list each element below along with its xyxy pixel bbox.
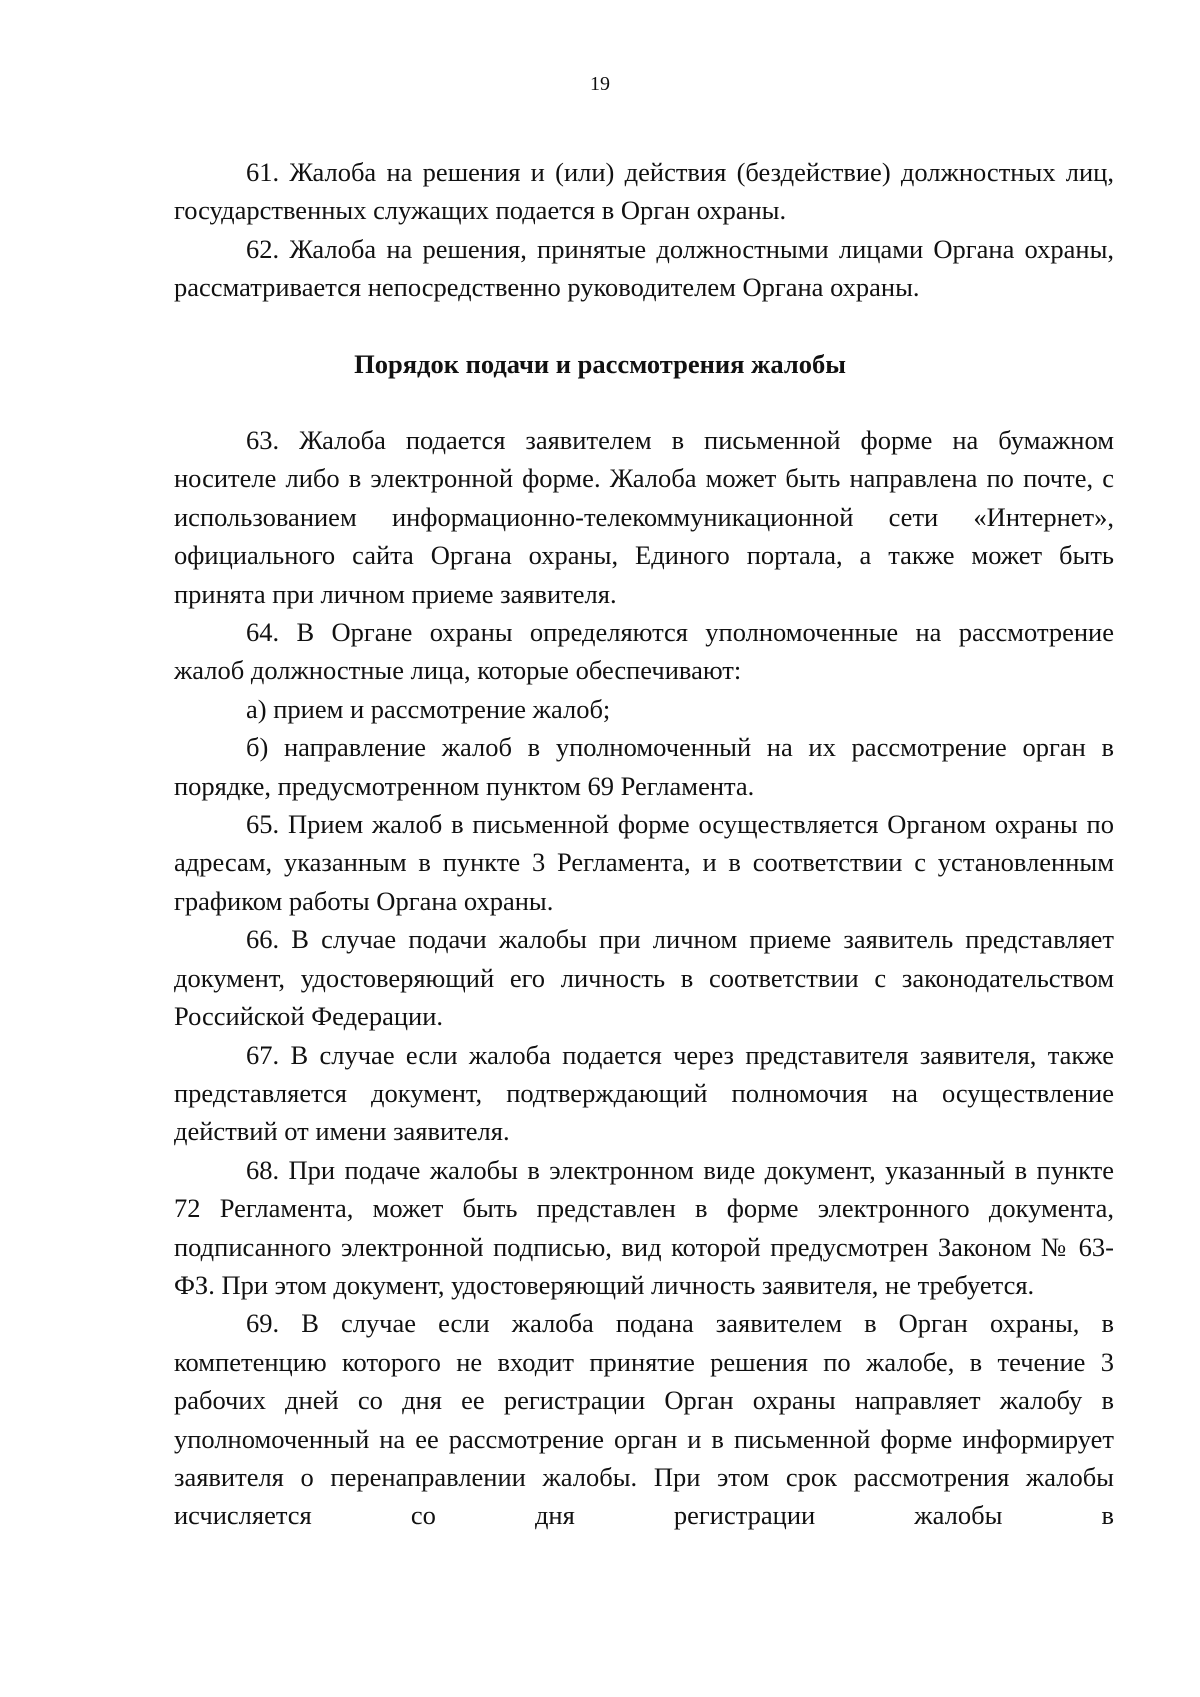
page-number: 19 bbox=[590, 73, 610, 95]
paragraph-63: 63. Жалоба подается заявителем в письменной форме на бумажном носителе либо в электронной форме. Жалоба может быть направлена по почте, с использованием информационно-телекоммуникационной сети «Интернет», официального сайта Органа охраны, Единого портала, а также может быть принята при личном приеме заявителя. bbox=[174, 425, 1114, 609]
paragraph-61: 61. Жалоба на решения и (или) действия (бездействие) должностных лиц, государственных служащих подается в Орган охраны. bbox=[174, 157, 1114, 226]
paragraphs-before-heading bbox=[174, 153, 1114, 307]
paragraph-64: 64. В Органе охраны определяются уполномоченные на рассмотрение жалоб должностные лица, которые обеспечивают: bbox=[174, 617, 1114, 686]
paragraph-69: 69. В случае если жалоба подана заявителем в Орган охраны, в компетенцию которого не входит принятие решения по жалобе, в течение 3 рабочих дней со дня ее регистрации Орган охраны направляет жалобу в уполномоченный на ее рассмотрение орган и в письменной форме информирует заявителя о перенаправлении жалобы. При этом срок рассмотрения жалобы исчисляется со дня регистрации жалобы в bbox=[174, 1308, 1114, 1531]
paragraph-67: 67. В случае если жалоба подается через представителя заявителя, также представляется документ, подтверждающий полномочия на осуществление действий от имени заявителя. bbox=[174, 1039, 1114, 1147]
paragraph-68: 68. При подаче жалобы в электронном виде документ, указанный в пункте 72 Регламента, может быть представлен в форме электронного документа, подписанного электронной подписью, вид которой предусмотрен Законом № 63-ФЗ. При этом документ, удостоверяющий личность заявителя, не требуется. bbox=[174, 1154, 1114, 1300]
paragraphs-after-heading bbox=[174, 421, 1114, 1535]
paragraph-65: 65. Прием жалоб в письменной форме осуществляется Органом охраны по адресам, указанным в пункте 3 Регламента, и в соответствии с установленным графиком работы Органа охраны. bbox=[174, 809, 1114, 916]
paragraph-64-item-a: а) прием и рассмотрение жалоб; bbox=[246, 693, 611, 724]
paragraph-64-item-b: б) направление жалоб в уполномоченный на их рассмотрение орган в порядке, предусмотренном пунктом 69 Регламента. bbox=[174, 732, 1114, 801]
paragraph-62: 62. Жалоба на решения, принятые должностными лицами Органа охраны, рассматривается непосредственно руководителем Органа охраны. bbox=[174, 233, 1114, 303]
section-heading: Порядок подачи и рассмотрения жалобы bbox=[354, 349, 846, 379]
paragraph-66: 66. В случае подачи жалобы при личном приеме заявитель представляет документ, удостоверяющий его личность в соответствии с законодательством Российской Федерации. bbox=[174, 924, 1114, 1032]
